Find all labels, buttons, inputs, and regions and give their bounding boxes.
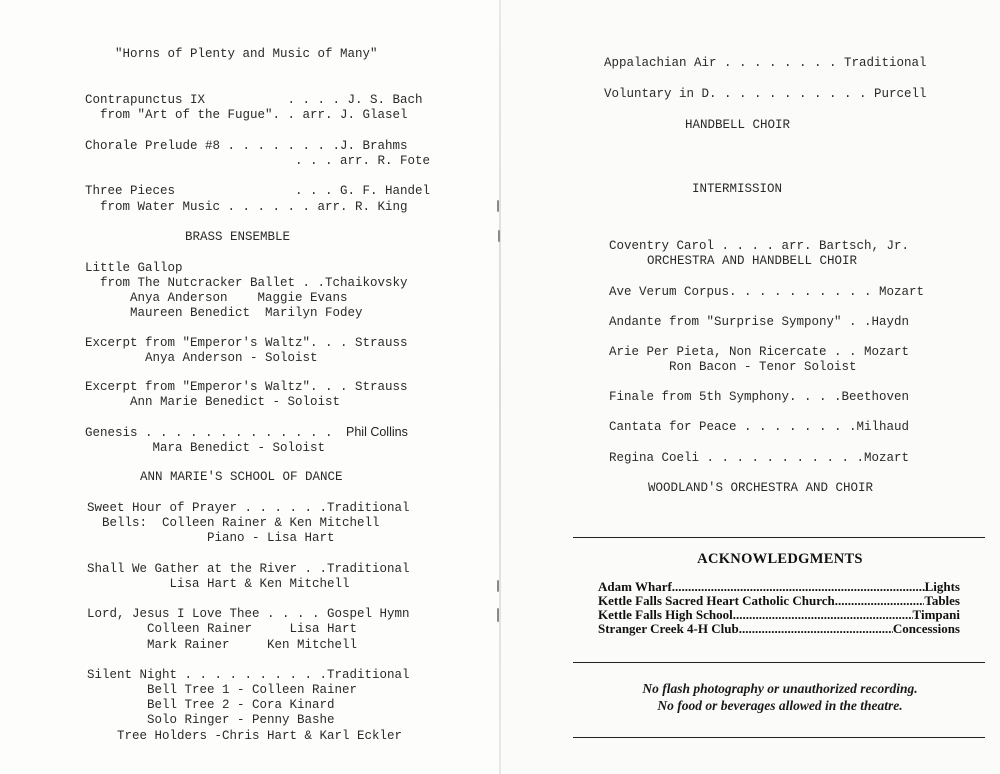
acknowledgment-row	[598, 580, 960, 594]
notice-line: No flash photography or unauthorized recording.	[642, 681, 918, 696]
program-line: Arie Per Pieta, Non Ricercate . . Mozart	[609, 345, 910, 359]
program-line: . . . arr. R. Fote	[85, 154, 431, 168]
scan-mark	[497, 608, 499, 622]
program-line: Anya Anderson - Soloist	[85, 351, 318, 365]
acknowledgment-row	[598, 608, 960, 622]
program-line: Voluntary in D. . . . . . . . . . . Purcell	[604, 87, 927, 101]
program-line: Excerpt from "Emperor's Waltz". . . Strauss	[85, 336, 408, 350]
page-fold	[499, 0, 501, 774]
ack-item: Timpani	[912, 607, 960, 622]
intermission-label: INTERMISSION	[692, 182, 783, 196]
program-line: Bell Tree 1 - Colleen Rainer	[87, 683, 358, 697]
program-line: Bells: Colleen Rainer & Ken Mitchell	[87, 516, 380, 530]
leader-dots	[672, 580, 925, 594]
divider	[573, 662, 985, 663]
program-line: Genesis . . . . . . . . . . . . .	[85, 426, 333, 440]
program-line: Mark Rainer Ken Mitchell	[87, 638, 358, 652]
program-line: from "Art of the Fugue". . arr. J. Glasel	[85, 108, 408, 122]
acknowledgments-title: ACKNOWLEDGMENTS	[697, 551, 863, 567]
program-line: from Water Music . . . . . . arr. R. King	[85, 200, 408, 214]
program-line: Solo Ringer - Penny Bashe	[87, 713, 335, 727]
program-line: Appalachian Air . . . . . . . . Traditional	[604, 56, 927, 70]
program-line: Anya Anderson Maggie Evans	[85, 291, 348, 305]
program-heading: "Horns of Plenty and Music of Many"	[115, 47, 378, 61]
program-line: Regina Coeli . . . . . . . . . . .Mozart	[609, 451, 910, 465]
program-line: Shall We Gather at the River . .Traditional	[87, 562, 410, 576]
program-line: Tree Holders -Chris Hart & Karl Eckler	[87, 729, 403, 743]
program-line: Three Pieces . . . G. F. Handel	[85, 184, 431, 198]
program-line: Cantata for Peace . . . . . . . .Milhaud	[609, 420, 910, 434]
scan-mark	[498, 230, 500, 242]
program-line: Contrapunctus IX . . . . J. S. Bach	[85, 93, 423, 107]
program-line: Lisa Hart & Ken Mitchell	[87, 577, 350, 591]
acknowledgment-row	[598, 594, 960, 608]
leader-dots	[733, 608, 913, 622]
scan-mark	[497, 200, 499, 212]
ack-name: Stranger Creek 4-H Club	[598, 621, 739, 636]
program-line: Andante from "Surprise Sympony" . .Haydn	[609, 315, 910, 329]
program-line: Coventry Carol . . . . arr. Bartsch, Jr.	[609, 239, 910, 253]
program-line: Ave Verum Corpus. . . . . . . . . . Mozart	[609, 285, 925, 299]
program-line: Finale from 5th Symphony. . . .Beethoven	[609, 390, 910, 404]
program-line: Colleen Rainer Lisa Hart	[87, 622, 358, 636]
leader-dots	[739, 622, 893, 636]
group-label-dance: ANN MARIE'S SCHOOL OF DANCE	[140, 470, 343, 484]
divider	[573, 737, 985, 738]
ack-name: Kettle Falls High School	[598, 607, 733, 622]
group-label-orch-handbell: ORCHESTRA AND HANDBELL CHOIR	[647, 254, 858, 268]
program-line: Excerpt from "Emperor's Waltz". . . Strauss	[85, 380, 408, 394]
divider	[573, 537, 985, 538]
program-line: Maureen Benedict Marilyn Fodey	[85, 306, 363, 320]
acknowledgment-row	[598, 622, 960, 636]
program-line: Chorale Prelude #8 . . . . . . . .J. Brahms	[85, 139, 408, 153]
program-line: Silent Night . . . . . . . . . .Traditional	[87, 668, 410, 682]
program-line: Mara Benedict - Soloist	[85, 441, 326, 455]
program-line: Piano - Lisa Hart	[87, 531, 335, 545]
program-line: Ron Bacon - Tenor Soloist	[609, 360, 857, 374]
ack-name: Kettle Falls Sacred Heart Catholic Church	[598, 593, 835, 608]
ack-item: Lights	[924, 579, 960, 594]
ack-item: Tables	[924, 593, 960, 608]
program-line: Little Gallop	[85, 261, 183, 275]
group-label-woodland: WOODLAND'S ORCHESTRA AND CHOIR	[648, 481, 874, 495]
group-label-handbell: HANDBELL CHOIR	[685, 118, 791, 132]
notice-line: No food or beverages allowed in the theatre.	[657, 698, 903, 713]
ack-item: Concessions	[892, 621, 960, 636]
scan-mark	[497, 580, 499, 592]
genesis-composer: Phil Collins	[346, 425, 408, 439]
program-line: Sweet Hour of Prayer . . . . . .Traditional	[87, 501, 410, 515]
leader-dots	[835, 594, 925, 608]
right-program-page	[500, 0, 1000, 774]
ack-name: Adam Wharf	[598, 579, 672, 594]
program-line: Lord, Jesus I Love Thee . . . . Gospel Hymn	[87, 607, 410, 621]
group-label-brass: BRASS ENSEMBLE	[185, 230, 291, 244]
program-line: Ann Marie Benedict - Soloist	[85, 395, 341, 409]
program-line: from The Nutcracker Ballet . .Tchaikovsky	[85, 276, 408, 290]
program-line: Bell Tree 2 - Cora Kinard	[87, 698, 335, 712]
